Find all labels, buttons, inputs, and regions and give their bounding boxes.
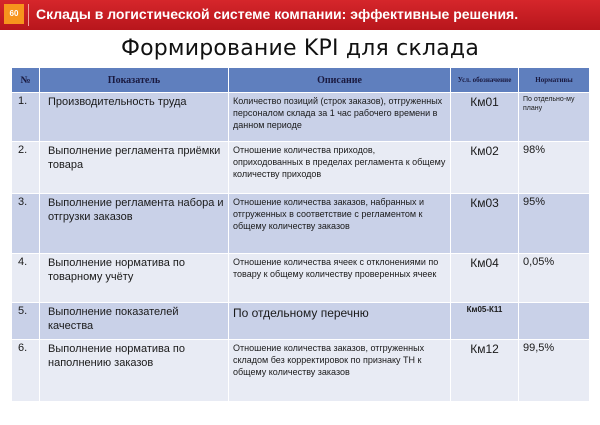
code-cell: Км04	[451, 254, 519, 303]
table-header-row	[12, 68, 590, 93]
slide-number-badge: 60	[4, 4, 24, 24]
indicator-cell: Производительность труда	[40, 93, 229, 142]
row-number: 2.	[12, 142, 40, 194]
row-number: 5.	[12, 303, 40, 340]
kpi-table	[11, 67, 590, 402]
slide-title: Формирование KPI для склада	[120, 36, 480, 61]
indicator-cell: Выполнение норматива по наполнению заказов	[40, 340, 229, 402]
indicator-cell: Выполнение регламента приёмки товара	[40, 142, 229, 194]
norm-cell: 95%	[519, 194, 590, 254]
table-row	[12, 340, 590, 402]
table-row	[12, 93, 590, 142]
column-header-norm: Нормативы	[519, 68, 590, 93]
row-number: 6.	[12, 340, 40, 402]
indicator-cell: Выполнение регламента набора и отгрузки заказов	[40, 194, 229, 254]
code-cell: Км02	[451, 142, 519, 194]
code-cell: Км01	[451, 93, 519, 142]
norm-cell	[519, 303, 590, 340]
description-cell: Отношение количества приходов, оприходованных в пределах регламента к общему количеству приходов	[229, 142, 451, 194]
code-cell: Км03	[451, 194, 519, 254]
column-header-description: Описание	[229, 68, 451, 93]
norm-cell: 0,05%	[519, 254, 590, 303]
row-number: 1.	[12, 93, 40, 142]
table-row	[12, 303, 590, 340]
indicator-cell: Выполнение норматива по товарному учёту	[40, 254, 229, 303]
table-row	[12, 142, 590, 194]
norm-cell: По отдельно-му плану	[519, 93, 590, 142]
code-cell: Км05-К11	[451, 303, 519, 340]
code-cell: Км12	[451, 340, 519, 402]
description-cell: Отношение количества заказов, отгруженных складом без корректировок по признаку ТН к общему количеству заказов	[229, 340, 451, 402]
description-cell: Отношение количества ячеек с отклонениями по товару к общему количеству проверенных ячеек	[229, 254, 451, 303]
table-row	[12, 194, 590, 254]
row-number: 3.	[12, 194, 40, 254]
norm-cell: 99,5%	[519, 340, 590, 402]
column-header-code: Усл. обозначение	[451, 68, 519, 93]
column-header-num: №	[12, 68, 40, 93]
description-cell: Отношение количества заказов, набранных и отгруженных в соответствие с регламентом к общему количеству заказов	[229, 194, 451, 254]
description-cell: По отдельному перечню	[229, 303, 451, 340]
header-bar	[0, 0, 600, 30]
row-number: 4.	[12, 254, 40, 303]
header-title: Склады в логистической системе компании: эффективные решения.	[36, 6, 519, 22]
column-header-indicator: Показатель	[40, 68, 229, 93]
description-cell: Количество позиций (строк заказов), отгруженных персоналом склада за 1 час рабочего времени в данном периоде	[229, 93, 451, 142]
norm-cell: 98%	[519, 142, 590, 194]
header-divider	[28, 4, 29, 26]
table-row	[12, 254, 590, 303]
indicator-cell: Выполнение показателей качества	[40, 303, 229, 340]
